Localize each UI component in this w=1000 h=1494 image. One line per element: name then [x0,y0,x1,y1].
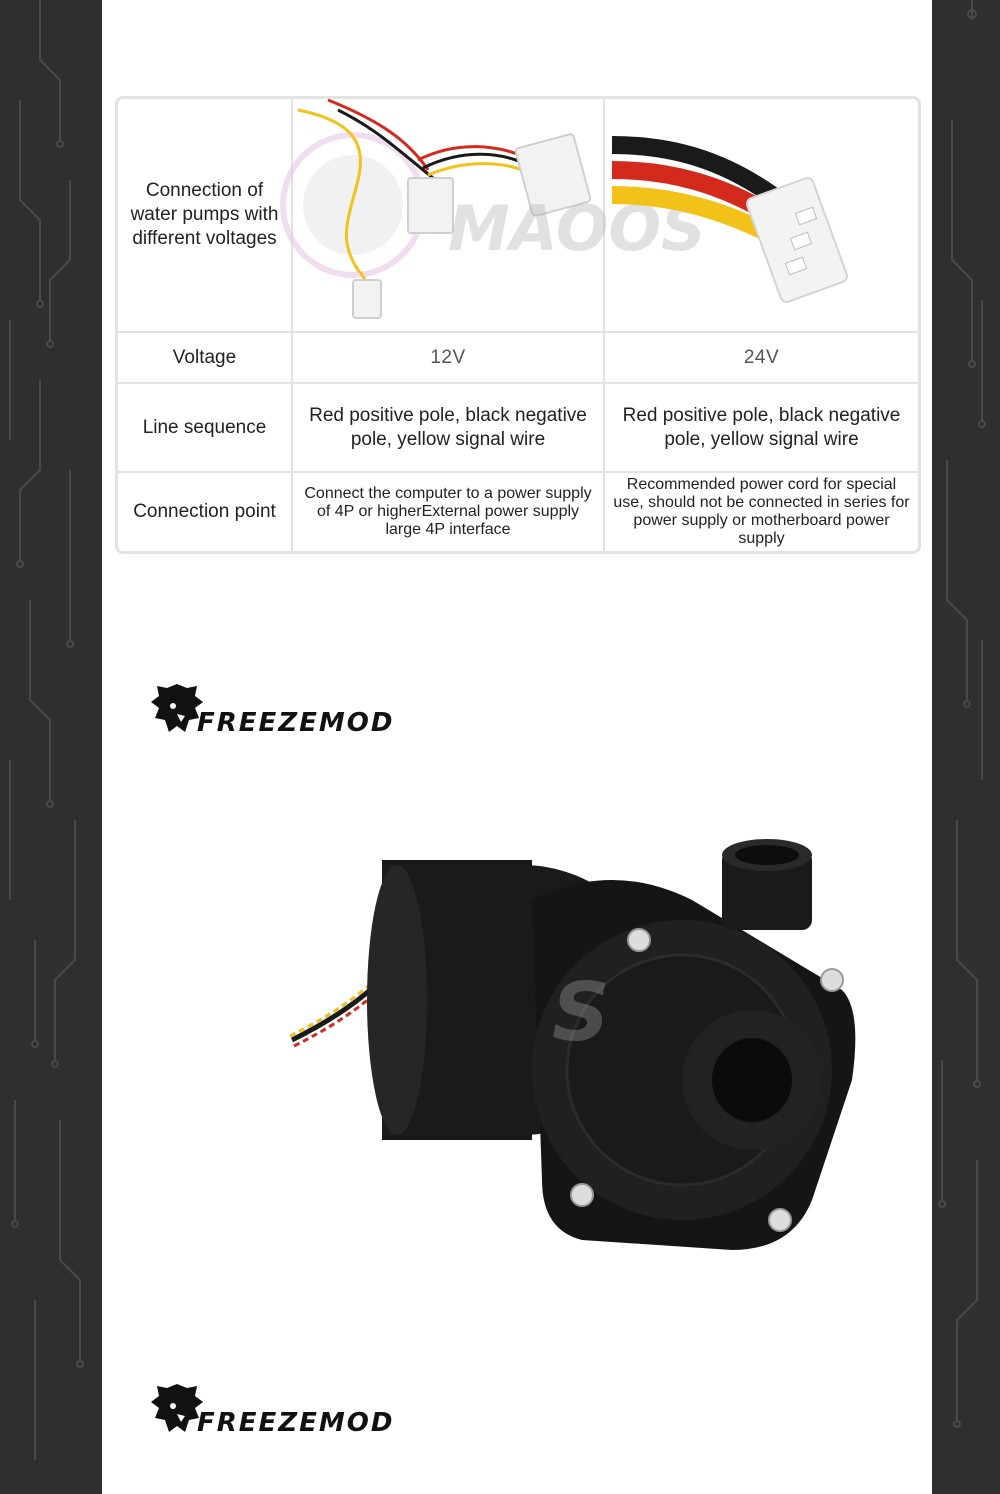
line-sequence-label: Line sequence [142,416,267,438]
line-sequence-label-cell [118,384,293,471]
connection-label: Connection of water pumps with different voltages [130,180,279,249]
watermark-text-bottom: S [552,966,610,1059]
cable-24v-image [605,99,918,331]
brand-logo-bottom [147,1380,394,1440]
brand-name-bottom: FREEZEMOD [197,1408,395,1438]
voltage-12v: 12V [430,346,466,368]
connection-point-label: Connection point [133,501,276,522]
table-row-line-sequence [118,384,918,473]
connection-point-24v-cell [605,473,918,551]
voltage-24v: 24V [743,346,780,368]
pump-image [252,820,902,1320]
table-row-connection-point [118,473,918,551]
voltage-label: Voltage [172,346,237,368]
table-row-voltage [118,333,918,384]
line-sequence-24v-cell [605,384,918,471]
voltage-24v-cell [605,333,918,382]
connection-point-24v: Recommended power cord for special use, should not be connected in series for power supply or motherboard power supply [613,476,910,547]
left-circuit-decoration [0,0,102,1494]
row-label [118,99,293,331]
brand-logo-top [147,680,394,740]
connection-point-label-cell [118,473,293,551]
line-sequence-24v: Red positive pole, black negative pole, yellow signal wire [622,404,901,450]
cable-12v-image [293,99,706,331]
brand-name: FREEZEMOD [197,708,395,738]
right-circuit-decoration [932,0,1000,1494]
line-sequence-12v-cell [293,384,605,471]
table-row-images [118,99,918,333]
watermark-text: MAOOS [448,192,706,265]
spec-table [115,96,921,554]
product-panel [102,0,932,1494]
voltage-label-cell [118,333,293,382]
connection-point-12v: Connect the computer to a power supply of 4P or higherExternal power supply large 4P interface [304,485,592,538]
line-sequence-12v: Red positive pole, black negative pole, yellow signal wire [309,404,587,450]
connection-point-12v-cell [293,473,605,551]
voltage-12v-cell [293,333,605,382]
